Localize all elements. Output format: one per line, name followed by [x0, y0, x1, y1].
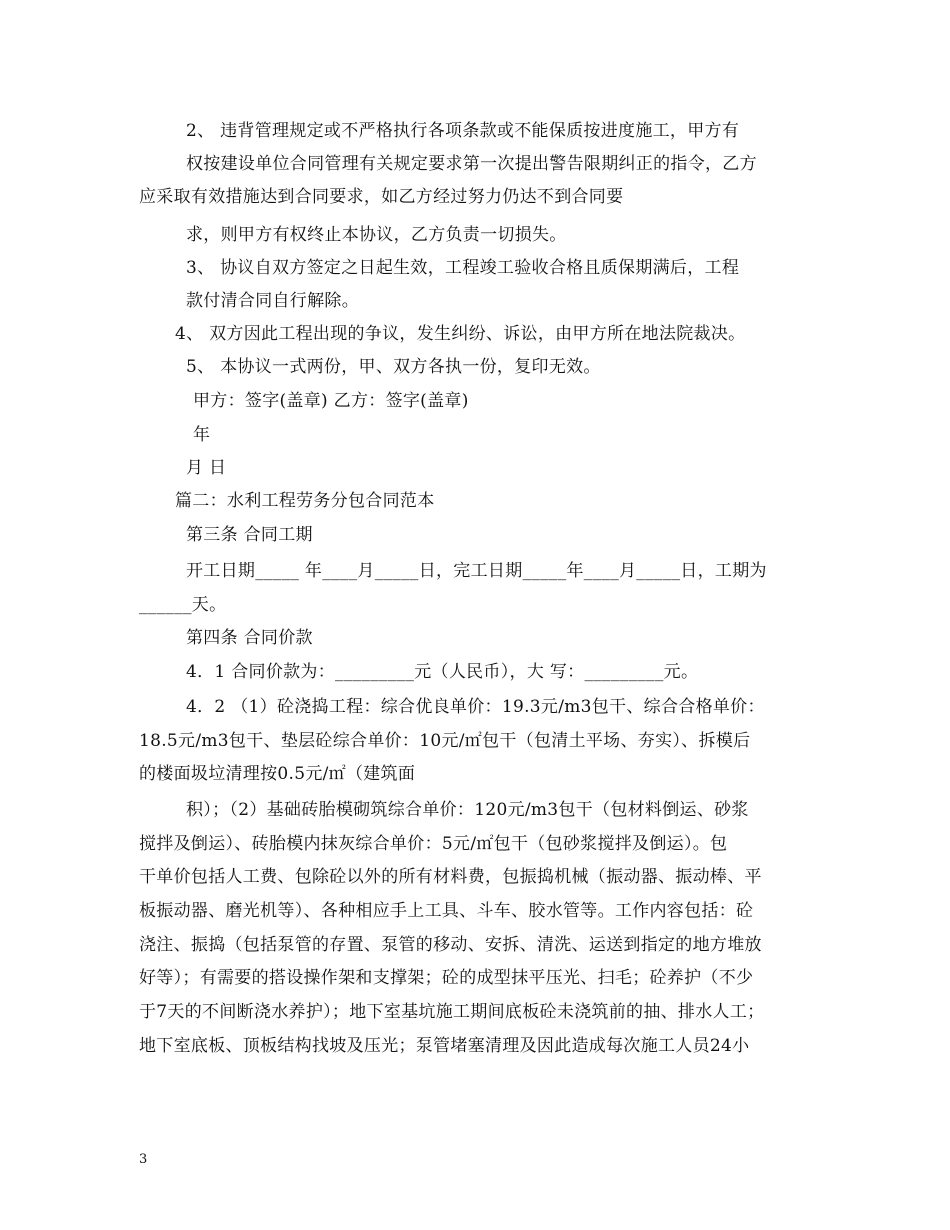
section-heading: 篇二：水利工程劳务分包合同范本 — [175, 491, 435, 511]
text-line: 板振动器、磨光机等）、各种相应手上工具、斗车、胶水管等。工作内容包括：砼 — [139, 901, 754, 921]
text-line: 18.5元/m3包干、垫层砼综合单价：10元/㎡包干（包清土平场、夯实）、拆模后 — [139, 731, 751, 751]
text-line: ______天。 — [139, 595, 227, 615]
text-line: 的楼面圾垃清理按0.5元/㎡（建筑面 — [139, 764, 416, 784]
text-line: 浇注、振捣（包括泵管的存置、泵管的移动、安拆、清洗、运送到指定的地方堆放 — [139, 935, 762, 955]
text-line: 于7天的不间断浇水养护）；地下室基坑施工期间底板砼未浇筑前的抽、排水人工； — [139, 1002, 765, 1022]
date-year: 年 — [193, 425, 211, 445]
text-line: 地下室底板、顶板结构找坡及压光；泵管堵塞清理及因此造成每次施工人员24小 — [139, 1036, 750, 1056]
date-month-day: 月 日 — [186, 458, 227, 478]
text-line: 干单价包括人工费、包除砼以外的所有材料费，包振捣机械（振动器、振动棒、平 — [139, 867, 762, 887]
text-line: 4、 双方因此工程出现的争议，发生纠纷、诉讼，由甲方所在地法院裁决。 — [175, 324, 746, 344]
signature-line: 甲方：签字(盖章) 乙方：签字(盖章) — [193, 391, 469, 411]
text-line: 权按建设单位合同管理有关规定要求第一次提出警告限期纠正的指令，乙方 — [186, 154, 757, 174]
page-number: 3 — [139, 1152, 148, 1167]
article-heading: 第四条 合同价款 — [186, 628, 313, 648]
text-line: 应采取有效措施达到合同要求，如乙方经过努力仍达不到合同要 — [139, 187, 624, 207]
text-line: 求，则甲方有权终止本协议，乙方负责一切损失。 — [186, 225, 567, 245]
text-line: 款付清合同自行解除。 — [186, 291, 359, 311]
text-line: 2、 违背管理规定或不严格执行各项条款或不能保质按进度施工，甲方有 — [186, 121, 740, 141]
text-line: 开工日期_____ 年____月_____日，完工日期_____年____月_____日，工期为 — [186, 561, 767, 581]
article-heading: 第三条 合同工期 — [186, 525, 313, 545]
text-line: 积）；（2）基础砖胎模砌筑综合单价：120元/m3包干（包材料倒运、砂浆 — [186, 800, 749, 820]
text-line: 5、 本协议一式两份，甲、双方各执一份，复印无效。 — [186, 357, 601, 377]
text-line: 好等）；有需要的搭设操作架和支撑架；砼的成型抹平压光、扫毛；砼养护（不少 — [139, 968, 754, 988]
text-line: 4．1 合同价款为：_________元（人民币），大 写：_________元。 — [186, 662, 699, 682]
text-line: 3、 协议自双方签定之日起生效，工程竣工验收合格且质保期满后，工程 — [186, 258, 740, 278]
text-line: 4．2 （1）砼浇捣工程：综合优良单价：19.3元/m3包干、综合合格单价： — [186, 697, 765, 717]
text-line: 搅拌及倒运）、砖胎模内抹灰综合单价：5元/㎡包干（包砂浆搅拌及倒运）。包 — [139, 834, 728, 854]
